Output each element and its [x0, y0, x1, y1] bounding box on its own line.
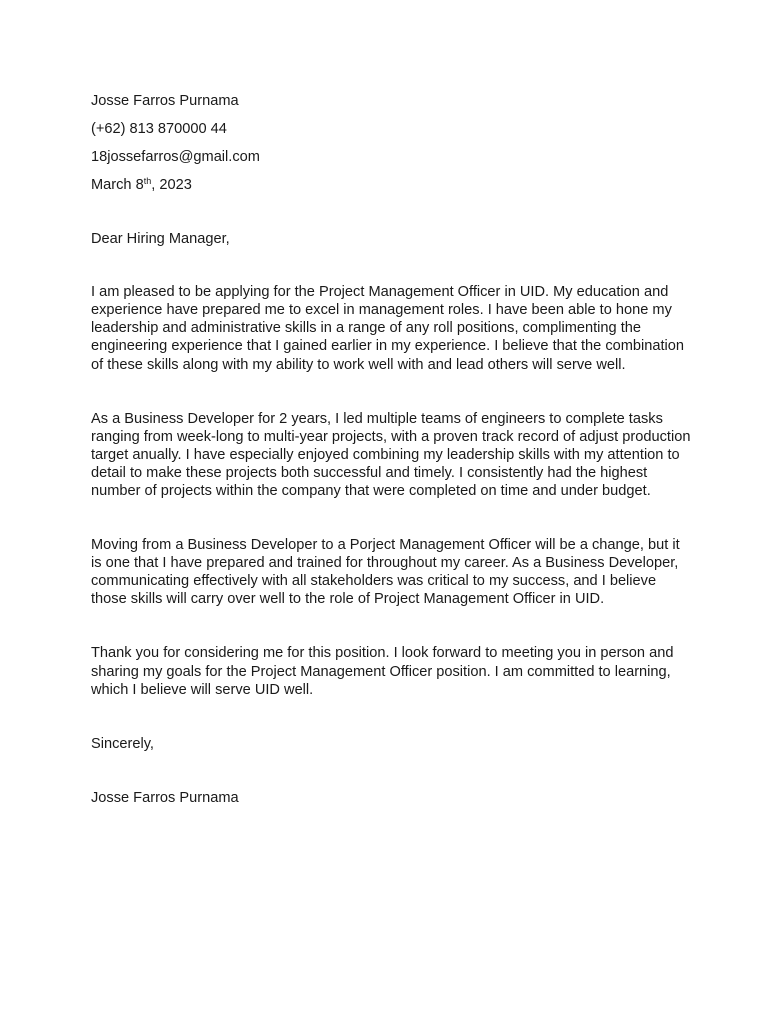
salutation: Dear Hiring Manager, — [91, 231, 230, 248]
body-paragraph-1: I am pleased to be applying for the Project Management Officer in UID. My education and experience have prepared me to excel in management roles. I have been able to hone my leadership and administrative skills in a range of any roll positions, complimenting the engineering experience that I gained earlier in my experience. I believe that the combination of these skills along with my ability to work well with and lead others will serve well. — [91, 284, 685, 373]
body-paragraph-2: As a Business Developer for 2 years, I led multiple teams of engineers to complete tasks ranging from week-long to multi-year projects, with a proven track record of adjust production target anually. I have especially enjoyed combining my leadership skills with my attention to detail to make these projects both successful and timely. I consistently had the highest number of projects within the company that were completed on time and under budget. — [91, 410, 691, 499]
closing: Sincerely, — [91, 735, 154, 752]
cover-letter — [91, 92, 691, 807]
letter-date — [91, 176, 691, 194]
sender-name: Josse Farros Purnama — [91, 93, 239, 109]
sender-phone: (+62) 813 870000 44 — [91, 120, 227, 137]
date-month-day: March 8 — [91, 176, 144, 193]
body-paragraph-4: Thank you for considering me for this position. I look forward to meeting you in person and sharing my goals for the Project Management Officer position. I am committed to learning, which I believe will serve UID well. — [91, 645, 674, 698]
date-ordinal-suffix: th — [143, 176, 152, 187]
body-paragraph-3: Moving from a Business Developer to a Porject Management Officer will be a change, but it is one that I have prepared and trained for throughout my career. As a Business Developer, communicating effectively with all stakeholders was critical to my success, and I believe those skills will carry over well to the role of Project Management Officer in UID. — [91, 537, 680, 608]
sender-email: 18jossefarros@gmail.com — [91, 148, 260, 165]
date-year: , 2023 — [151, 176, 192, 193]
signature-name: Josse Farros Purnama — [91, 789, 239, 806]
